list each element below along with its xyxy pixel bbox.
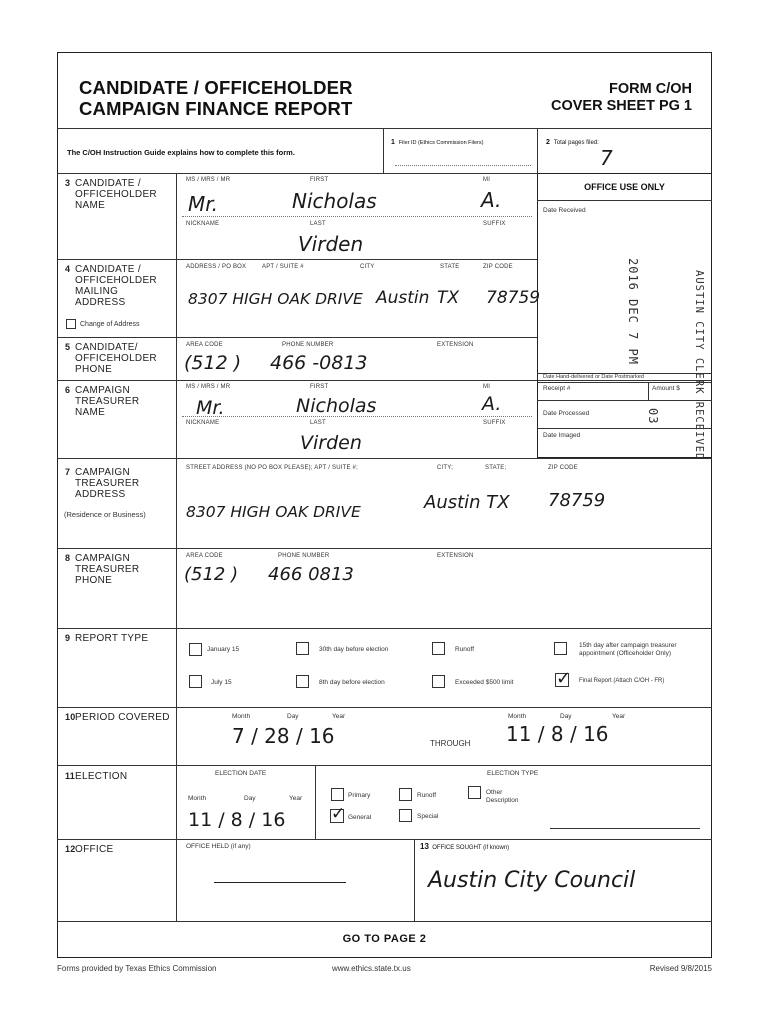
section-9-text: REPORT TYPE <box>75 633 149 644</box>
form-id-line2: COVER SHEET PG 1 <box>550 98 692 114</box>
report-runoff-label: Runoff <box>455 646 475 653</box>
treasurer-prefix: Mr. <box>196 397 225 419</box>
footer-center: www.ethics.state.tx.us <box>332 964 411 973</box>
report-july-label: July 15 <box>211 679 232 686</box>
section-9-label <box>65 633 170 644</box>
city-label: CITY; <box>437 465 453 471</box>
report-final-check-mark: ✓ <box>556 668 572 689</box>
section-7-text: CAMPAIGN TREASURER ADDRESS <box>75 467 140 500</box>
election-special-label: Special <box>417 813 439 820</box>
section-11-label <box>65 771 170 782</box>
divider <box>57 458 712 459</box>
divider <box>537 400 712 401</box>
divider <box>537 382 712 383</box>
report-runoff-checkbox[interactable] <box>432 642 445 655</box>
candidate-prefix: Mr. <box>188 192 218 216</box>
divider <box>57 128 712 129</box>
extension-label: EXTENSION <box>437 553 474 559</box>
election-date: 11 / 8 / 16 <box>188 809 286 831</box>
treasurer-address: 8307 HIGH OAK DRIVE <box>186 503 361 521</box>
period-from-date: 7 / 28 / 16 <box>232 724 335 748</box>
election-runoff-label: Runoff <box>417 792 437 799</box>
go-to-page-2: GO TO PAGE 2 <box>342 933 427 945</box>
election-date-label: ELECTION DATE <box>215 770 267 777</box>
phone-number-label: PHONE NUMBER <box>282 342 334 348</box>
address-label: ADDRESS / PO BOX <box>186 264 247 270</box>
report-exceeded-label: Exceeded $500 limit <box>455 679 514 686</box>
section-9-number: 9 <box>65 633 71 643</box>
candidate-mi: A. <box>481 188 502 212</box>
office-sought-value: Austin City Council <box>428 868 636 893</box>
change-of-address-label: Change of Address <box>80 321 140 328</box>
receipt-label: Receipt # <box>543 385 571 392</box>
report-july-checkbox[interactable] <box>189 675 202 688</box>
candidate-state: TX <box>437 288 460 308</box>
name-line <box>182 416 532 417</box>
office-sought-label <box>420 842 509 851</box>
ms-mrs-mr-label: MS / MRS / MR <box>186 177 231 183</box>
area-code-label: AREA CODE <box>186 553 223 559</box>
candidate-area-code: (512 ) <box>184 352 242 374</box>
report-15th-day-checkbox[interactable] <box>554 642 567 655</box>
period-to-date: 11 / 8 / 16 <box>506 722 609 746</box>
treasurer-phone: 466 0813 <box>268 564 354 585</box>
footer-right: Revised 9/8/2015 <box>649 964 712 973</box>
section-10-text: PERIOD COVERED <box>75 712 170 723</box>
divider <box>57 921 712 922</box>
extension-label: EXTENSION <box>437 342 474 348</box>
election-primary-checkbox[interactable] <box>331 788 344 801</box>
from-month-label: Month <box>232 713 251 720</box>
to-month-label: Month <box>508 713 527 720</box>
mi-label: MI <box>483 384 491 390</box>
divider <box>537 200 712 201</box>
amount-label: Amount $ <box>652 385 680 392</box>
name-line <box>182 216 532 217</box>
section-7-number: 7 <box>65 467 71 477</box>
section-3-number: 3 <box>65 178 71 188</box>
divider <box>57 707 712 708</box>
election-other-checkbox[interactable] <box>468 786 481 799</box>
divider <box>648 382 649 400</box>
election-other-label: Other Description <box>486 789 519 804</box>
from-day-label: Day <box>287 713 299 720</box>
election-general-label: General <box>348 814 372 821</box>
election-primary-label: Primary <box>348 792 371 799</box>
received-stamp-clerk: AUSTIN CITY CLERK RECEIVED <box>693 270 705 461</box>
section-6-number: 6 <box>65 385 71 395</box>
section-10-label <box>65 712 170 723</box>
section-4-number: 4 <box>65 264 71 274</box>
election-runoff-checkbox[interactable] <box>399 788 412 801</box>
form-title-line2: CAMPAIGN FINANCE REPORT <box>79 98 353 119</box>
election-day-label: Day <box>244 795 256 802</box>
section-6-text: CAMPAIGN TREASURER NAME <box>75 385 140 418</box>
candidate-zip: 78759 <box>486 288 541 308</box>
last-name-label: LAST <box>310 221 326 227</box>
section-8-number: 8 <box>65 553 71 563</box>
section-7-label <box>65 467 175 500</box>
report-30-day-label: 30th day before election <box>319 646 389 653</box>
section-5-label <box>65 342 170 375</box>
report-exceeded-checkbox[interactable] <box>432 675 445 688</box>
section-12-number: 12 <box>65 844 76 854</box>
candidate-address: 8307 HIGH OAK DRIVE <box>188 290 363 308</box>
treasurer-last-name: Virden <box>300 432 362 454</box>
election-year-label: Year <box>289 795 303 802</box>
total-pages-label <box>546 139 599 146</box>
suffix-label: SUFFIX <box>483 420 506 426</box>
footer-left: Forms provided by Texas Ethics Commission <box>57 964 217 973</box>
last-name-label: LAST <box>310 420 326 426</box>
section-11-text: ELECTION <box>75 771 128 782</box>
filer-id-divider <box>383 128 384 173</box>
received-stamp-time: 03 <box>646 408 660 425</box>
divider <box>537 428 712 429</box>
section-12-text: OFFICE <box>75 844 114 855</box>
section-5-number: 5 <box>65 342 71 352</box>
total-pages-num: 2 <box>546 139 550 146</box>
section-4-label <box>65 264 170 308</box>
office-held-label: OFFICE HELD (if any) <box>186 843 251 850</box>
date-hand-delivered-label: Date Hand-delivered or Date Postmarked <box>543 374 644 380</box>
section-12-label <box>65 844 170 855</box>
total-pages-text: Total pages filed: <box>553 140 599 146</box>
nickname-label: NICKNAME <box>186 221 220 227</box>
mi-label: MI <box>483 177 491 183</box>
to-year-label: Year <box>612 713 626 720</box>
section-5-text: CANDIDATE/ OFFICEHOLDER PHONE <box>75 342 157 375</box>
election-general-check-mark: ✓ <box>331 804 346 824</box>
treasurer-city-state: Austin TX <box>424 492 510 513</box>
ms-mrs-mr-label: MS / MRS / MR <box>186 384 231 390</box>
state-label: STATE <box>440 264 460 270</box>
office-sought-text: OFFICE SOUGHT (if known) <box>432 845 510 851</box>
treasurer-first-name: Nicholas <box>296 395 377 417</box>
first-name-label: FIRST <box>310 177 329 183</box>
section-11-number: 11 <box>65 771 76 781</box>
to-day-label: Day <box>560 713 572 720</box>
section-3-label <box>65 178 170 211</box>
suffix-label: SUFFIX <box>483 221 506 227</box>
apt-suite-label: APT / SUITE # <box>262 264 304 270</box>
report-january-checkbox[interactable] <box>189 643 202 656</box>
section-10-number: 10 <box>65 712 76 722</box>
divider <box>57 839 712 840</box>
report-30-day-checkbox[interactable] <box>296 642 309 655</box>
divider <box>57 259 537 260</box>
section-3-text: CANDIDATE / OFFICEHOLDER NAME <box>75 178 157 211</box>
filer-id-text: Filer ID (Ethics Commission Filers) <box>398 140 484 146</box>
section-8-label <box>65 553 170 586</box>
treasurer-zip: 78759 <box>548 490 606 511</box>
date-received-label: Date Received <box>543 207 586 214</box>
section-8-text: CAMPAIGN TREASURER PHONE <box>75 553 140 586</box>
label-column-divider <box>176 173 177 921</box>
election-month-label: Month <box>188 795 207 802</box>
section-6-label <box>65 385 170 418</box>
through-label: THROUGH <box>430 739 471 748</box>
change-of-address-checkbox[interactable] <box>66 319 76 329</box>
office-sought-num: 13 <box>420 842 429 851</box>
treasurer-area-code: (512 ) <box>184 564 239 585</box>
total-pages-value: 7 <box>600 146 613 170</box>
divider <box>315 765 316 839</box>
candidate-city: Austin <box>376 288 430 308</box>
form-title-line1: CANDIDATE / OFFICEHOLDER <box>79 77 353 98</box>
filer-id-label <box>391 139 483 146</box>
section-7-sub: (Residence or Business) <box>64 510 146 519</box>
state-label: STATE; <box>485 465 507 471</box>
area-code-label: AREA CODE <box>186 342 223 348</box>
first-name-label: FIRST <box>310 384 329 390</box>
report-january-label: January 15 <box>207 646 240 653</box>
section-4-text: CANDIDATE / OFFICEHOLDER MAILING ADDRESS <box>75 264 157 308</box>
form-id-line1: FORM C/OH <box>609 81 692 97</box>
from-year-label: Year <box>332 713 346 720</box>
date-imaged-label: Date Imaged <box>543 432 581 439</box>
report-8-day-checkbox[interactable] <box>296 675 309 688</box>
date-processed-label: Date Processed <box>543 410 590 417</box>
divider <box>57 628 712 629</box>
city-label: CITY <box>360 264 375 270</box>
street-address-label: STREET ADDRESS (NO PO BOX PLEASE); APT / SUITE #; <box>186 465 358 471</box>
other-description-line <box>550 828 700 829</box>
report-8-day-label: 8th day before election <box>319 679 385 686</box>
report-15th-day-label: 15th day after campaign treasurer appointment (Officeholder Only) <box>579 642 677 657</box>
filer-id-num: 1 <box>391 139 395 146</box>
received-stamp-date: 2016 DEC 7 PM <box>626 258 640 365</box>
nickname-label: NICKNAME <box>186 420 220 426</box>
divider <box>57 337 537 338</box>
zip-label: ZIP CODE <box>548 465 578 471</box>
divider <box>57 548 712 549</box>
divider <box>414 839 415 921</box>
candidate-last-name: Virden <box>298 232 364 256</box>
office-held-line <box>214 882 346 883</box>
office-use-title: OFFICE USE ONLY <box>584 182 665 192</box>
election-type-label: ELECTION TYPE <box>487 770 539 777</box>
report-final-label: Final Report (Attach C/OH - FR) <box>579 678 665 684</box>
candidate-first-name: Nicholas <box>292 189 377 213</box>
divider <box>57 765 712 766</box>
treasurer-mi: A. <box>482 393 502 415</box>
phone-number-label: PHONE NUMBER <box>278 553 330 559</box>
zip-label: ZIP CODE <box>483 264 513 270</box>
election-special-checkbox[interactable] <box>399 809 412 822</box>
instructions-text: The C/OH Instruction Guide explains how to complete this form. <box>67 148 295 157</box>
candidate-phone: 466 -0813 <box>270 352 368 374</box>
filer-id-line <box>395 165 531 166</box>
